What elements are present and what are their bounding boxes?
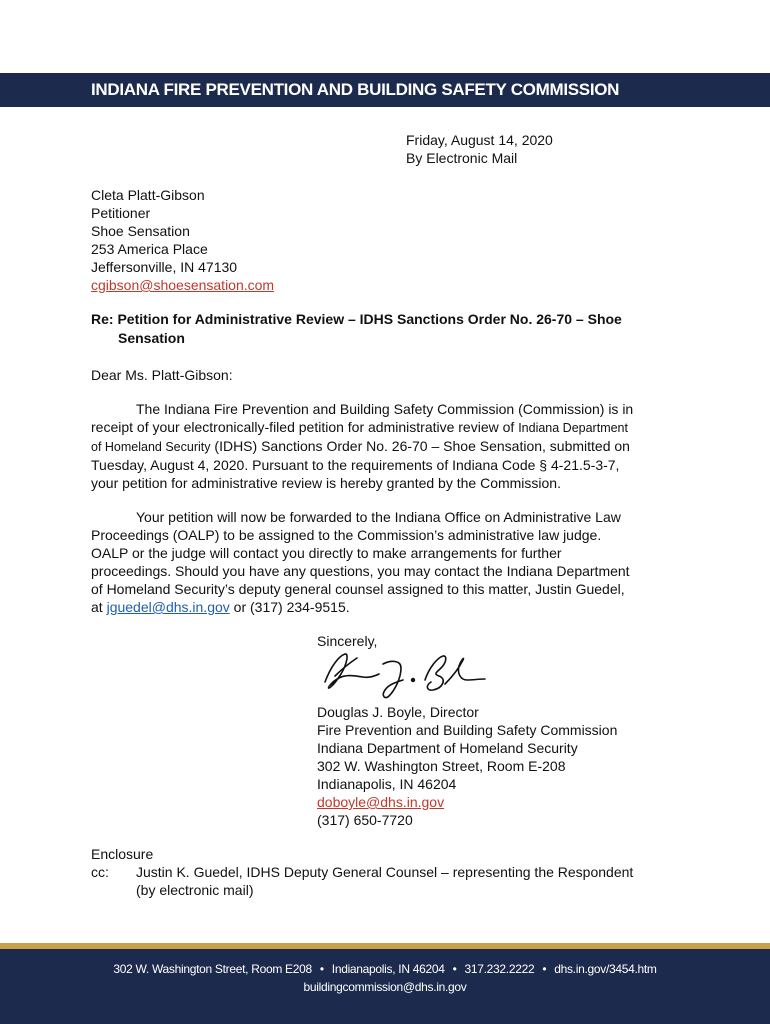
recipient-email-link[interactable]: cgibson@shoesensation.com	[91, 277, 275, 293]
paragraph-forwarding	[91, 508, 691, 616]
signer-name: Douglas J. Boyle, Director	[317, 704, 479, 720]
footer-city: Indianapolis, IN 46204	[331, 962, 445, 976]
cc-recipient	[136, 863, 633, 899]
paragraph-line: Tuesday, August 4, 2020. Pursuant to the requirements of Indiana Code § 4-21.5-3-7,	[91, 457, 620, 473]
paragraph-receipt	[91, 400, 691, 492]
delivery-method: By Electronic Mail	[406, 150, 518, 166]
footer-contact-line	[0, 962, 770, 976]
subject-line-1: Re: Petition for Administrative Review – IDHS Sanctions Order No. 26-70 – Shoe	[91, 311, 622, 327]
cc-line: Justin K. Guedel, IDHS Deputy General Counsel – representing the Respondent	[136, 864, 634, 880]
subject-line	[91, 310, 691, 348]
footer-email[interactable]: buildingcommission@dhs.in.gov	[303, 980, 467, 994]
recipient-role: Petitioner	[91, 205, 151, 221]
letter-date: Friday, August 14, 2020	[406, 132, 553, 148]
paragraph-line: Proceedings (OALP) to be assigned to the Commission’s administrative law judge.	[91, 527, 602, 543]
paragraph-line: your petition for administrative review is hereby granted by the Commission.	[91, 475, 561, 491]
commission-title: INDIANA FIRE PREVENTION AND BUILDING SAFETY COMMISSION	[91, 80, 620, 99]
paragraph-line: Your petition will now be forwarded to the Indiana Office on Administrative Law	[136, 509, 621, 525]
recipient-name: Cleta Platt-Gibson	[91, 187, 205, 203]
signer-phone: (317) 650-7720	[317, 812, 413, 828]
paragraph-line: OALP or the judge will contact you directly to make arrangements for further	[91, 545, 562, 561]
signer-city: Indianapolis, IN 46204	[317, 776, 457, 792]
recipient-street: 253 America Place	[91, 241, 208, 257]
paragraph-line: receipt of your electronically-filed petition for administrative review of Indiana Department	[91, 419, 628, 435]
salutation: Dear Ms. Platt-Gibson:	[91, 367, 233, 383]
closing-sincerely: Sincerely,	[317, 633, 378, 649]
signer-commission: Fire Prevention and Building Safety Commission	[317, 722, 618, 738]
paragraph-line: of Homeland Security’s deputy general counsel assigned to this matter, Justin Guedel,	[91, 581, 625, 597]
cc-label: cc:	[91, 864, 109, 880]
signature-image	[317, 646, 497, 702]
enclosure-note: Enclosure	[91, 846, 154, 862]
recipient-city: Jeffersonville, IN 47130	[91, 259, 238, 275]
footer-address: 302 W. Washington Street, Room E208	[113, 962, 312, 976]
paragraph-line: of Homeland Security (IDHS) Sanctions Order No. 26-70 – Shoe Sensation, submitted on	[91, 438, 630, 454]
paragraph-line: at jguedel@dhs.in.gov or (317) 234-9515.	[91, 599, 350, 615]
signer-department: Indiana Department of Homeland Security	[317, 740, 578, 756]
subject-line-2: Sensation	[118, 330, 185, 346]
signer-block	[317, 703, 617, 829]
signer-street: 302 W. Washington Street, Room E-208	[317, 758, 566, 774]
footer	[0, 949, 770, 1024]
bullet-separator: •	[542, 962, 547, 976]
recipient-company: Shoe Sensation	[91, 223, 190, 239]
date-block	[406, 131, 553, 167]
bullet-separator: •	[319, 962, 324, 976]
counsel-email-link[interactable]: jguedel@dhs.in.gov	[106, 599, 230, 615]
signer-email-link[interactable]: doboyle@dhs.in.gov	[317, 794, 445, 810]
footer-phone: 317.232.2222	[464, 962, 535, 976]
paragraph-line: proceedings. Should you have any questions, you may contact the Indiana Department	[91, 563, 630, 579]
cc-line: (by electronic mail)	[136, 882, 254, 898]
paragraph-line: The Indiana Fire Prevention and Building Safety Commission (Commission) is in	[136, 401, 634, 417]
header-band	[0, 73, 770, 107]
bullet-separator: •	[452, 962, 457, 976]
recipient-address	[91, 186, 274, 294]
footer-website[interactable]: dhs.in.gov/3454.htm	[554, 962, 657, 976]
